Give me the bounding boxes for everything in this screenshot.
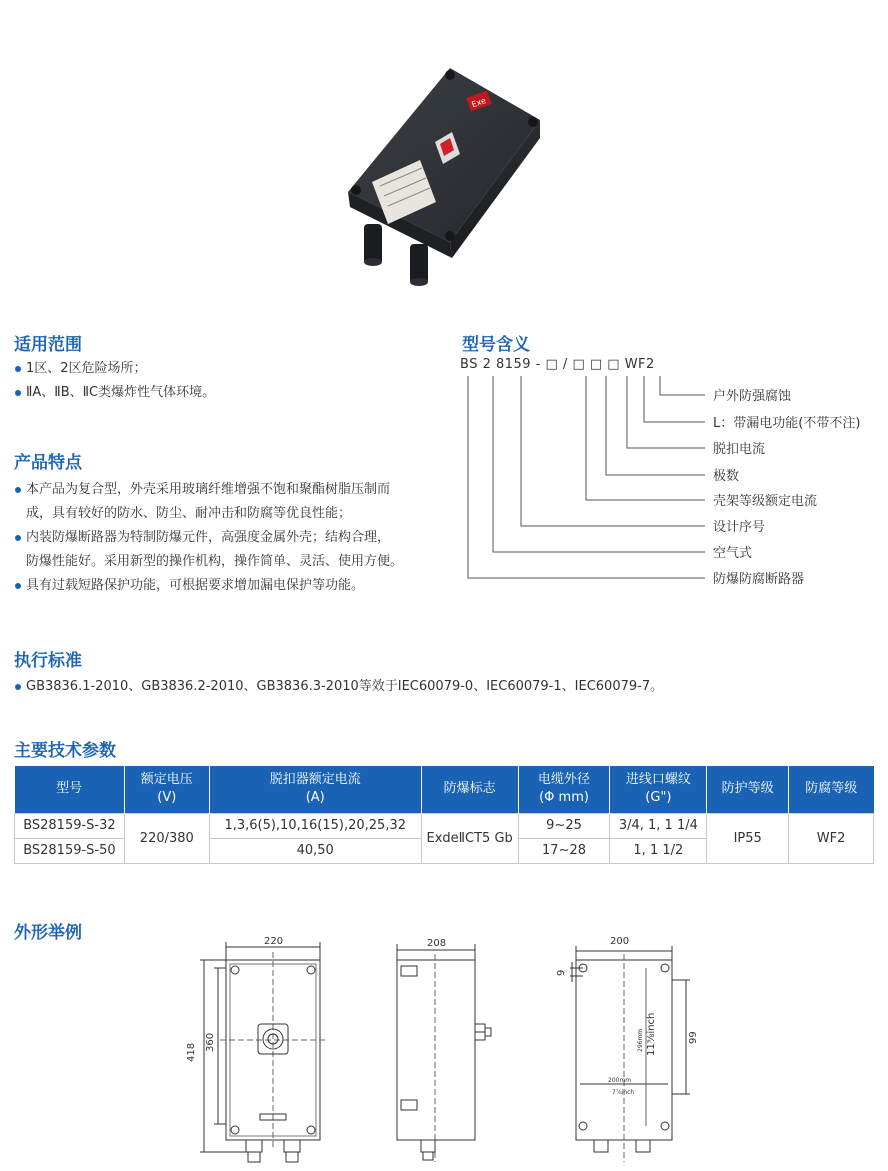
- params-table: [14, 766, 874, 864]
- model-meaning-title: 型号含义: [462, 335, 530, 355]
- dim-height-inner: 360: [205, 1032, 216, 1052]
- mount-view-drawing: [550, 932, 700, 1167]
- table-cell: 3/4, 1, 1 1/4: [610, 813, 707, 838]
- list-item: GB3836.1-2010、GB3836.2-2010、GB3836.3-2010等效于IEC60079-0、IEC60079-1、IEC60079-7。: [14, 675, 874, 699]
- model-label: 空气式: [713, 546, 753, 561]
- dim-mid-v1: 296mm: [637, 1028, 644, 1052]
- side-view-drawing: [385, 932, 500, 1167]
- features-list: [14, 478, 439, 598]
- list-item: 内装防爆断路器为特制防爆元件，高强度金属外壳；结构合理， 防爆性能好。采用新型的操作机构，操作简单、灵活、使用方便。: [14, 526, 439, 574]
- outline-title: 外形举例: [14, 923, 82, 943]
- table-header: 进线口螺纹 (G"): [610, 766, 707, 813]
- table-cell: 220/380: [124, 813, 209, 863]
- table-header: 防腐等级: [789, 766, 874, 813]
- product-photo: [340, 62, 550, 292]
- model-label: 设计序号: [713, 520, 766, 535]
- table-header: 脱扣器额定电流 (A): [209, 766, 421, 813]
- table-cell: BS28159-S-32: [15, 813, 125, 838]
- model-label: 壳架等级额定电流: [713, 494, 818, 509]
- model-label: L：带漏电功能(不带不注): [713, 416, 861, 431]
- params-title: 主要技术参数: [14, 741, 116, 761]
- table-header-row: [15, 766, 874, 813]
- table-cell: WF2: [789, 813, 874, 863]
- dim-right: 99: [688, 1031, 699, 1044]
- model-meaning-diagram: [455, 372, 880, 587]
- list-item: ⅡA、ⅡB、ⅡC类爆炸性气体环境。: [14, 381, 434, 405]
- table-cell: 17~28: [518, 838, 610, 863]
- features-title: 产品特点: [14, 453, 82, 473]
- standard-title: 执行标准: [14, 651, 82, 671]
- list-item: 本产品为复合型，外壳采用玻璃纤维增强不饱和聚酯树脂压制而 成，具有较好的防水、防尘、耐冲击和防腐等优良性能；: [14, 478, 439, 526]
- list-item: 具有过载短路保护功能，可根据要求增加漏电保护等功能。: [14, 574, 439, 598]
- model-label: 防爆防腐断路器: [713, 572, 805, 587]
- table-header: 防爆标志: [421, 766, 518, 813]
- dim-hole: 9: [556, 969, 567, 976]
- table-row: [15, 813, 874, 838]
- model-label: 户外防强腐蚀: [713, 389, 792, 404]
- table-cell: 9~25: [518, 813, 610, 838]
- scope-list: [14, 357, 434, 405]
- dim-depth: 208: [427, 938, 447, 949]
- dim-mid-h2: 7⅞inch: [612, 1089, 635, 1096]
- table-header: 电缆外径 (Φ mm): [518, 766, 610, 813]
- table-cell: ExdeⅡCT5 Gb: [421, 813, 518, 863]
- table-cell: BS28159-S-50: [15, 838, 125, 863]
- model-code: BS 2 8159 - □ / □ □ □ WF2: [460, 357, 655, 372]
- table-header: 额定电压 (V): [124, 766, 209, 813]
- list-item: 1区、2区危险场所；: [14, 357, 434, 381]
- model-label: 脱扣电流: [713, 442, 766, 457]
- front-view-drawing: [180, 932, 350, 1167]
- svg-text:Exe: Exe: [470, 95, 488, 110]
- dim-width: 220: [264, 936, 284, 947]
- table-cell: IP55: [707, 813, 789, 863]
- dim-mid-v2: 11⅝inch: [646, 1012, 657, 1056]
- standard-list: [14, 675, 874, 699]
- dim-mid-h1: 200mm: [608, 1077, 632, 1084]
- table-header: 防护等级: [707, 766, 789, 813]
- model-label: 极数: [713, 469, 740, 484]
- table-cell: 40,50: [209, 838, 421, 863]
- scope-title: 适用范围: [14, 335, 82, 355]
- dim-height-outer: 418: [186, 1042, 197, 1062]
- table-cell: 1, 1 1/2: [610, 838, 707, 863]
- table-header: 型号: [15, 766, 125, 813]
- dim-width: 200: [610, 936, 630, 947]
- table-cell: 1,3,6(5),10,16(15),20,25,32: [209, 813, 421, 838]
